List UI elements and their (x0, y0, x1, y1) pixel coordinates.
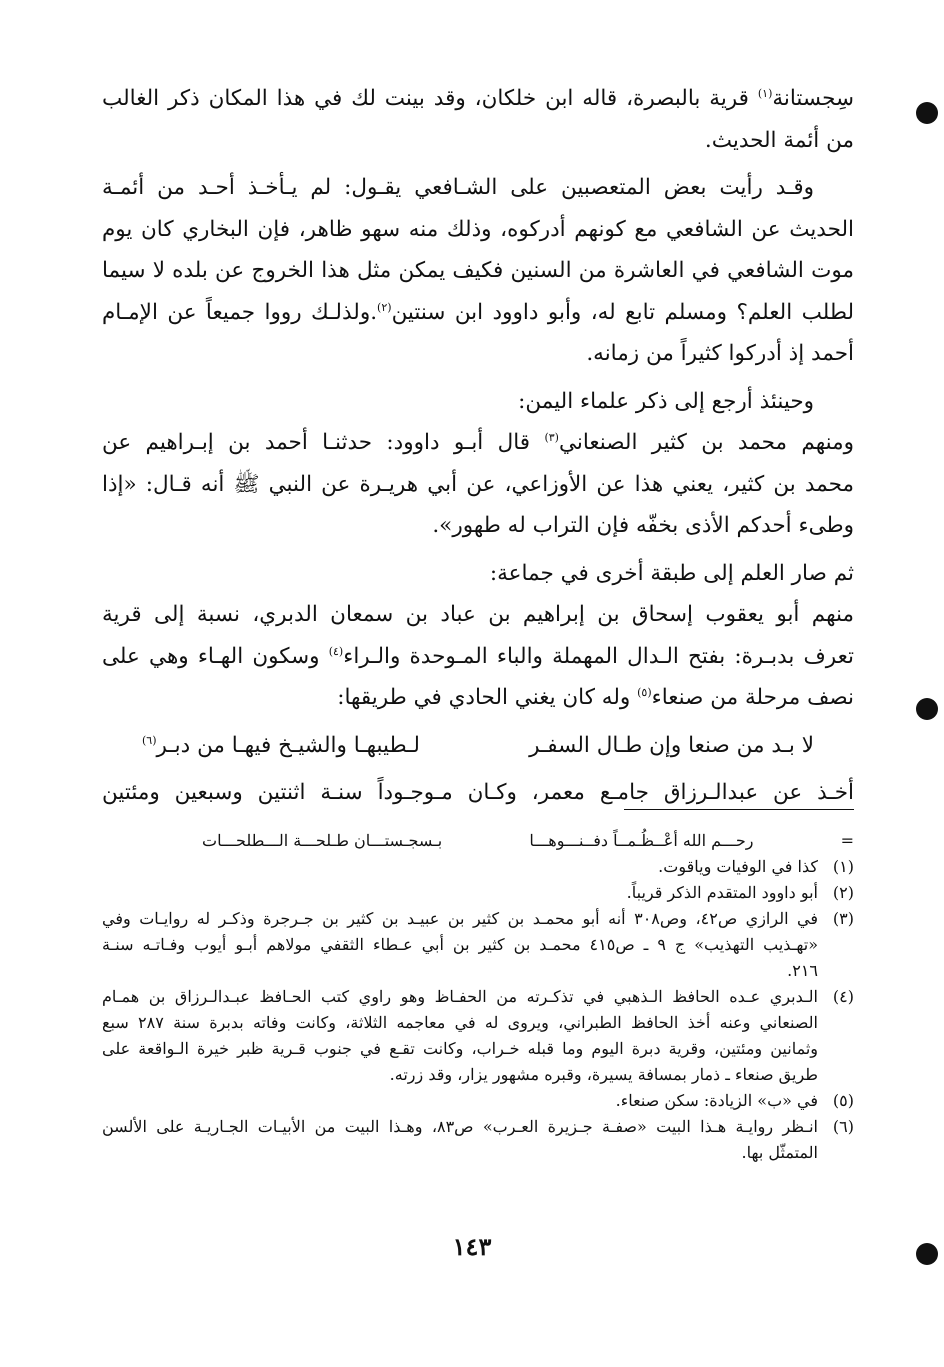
line-text: الحديث عن الشافعي مع كونهم أدركوه، وذلك منه سهو ظاهر، فإن البخاري كان يوم (102, 216, 854, 242)
footnote-text: كذا في الوفيات وياقوت. (658, 857, 818, 876)
main-line (102, 677, 854, 719)
footnote-text: وثمانين ومئتين، وقرية دبرة اليوم وما قبله خـراب، وكانت تقـع في جنوب قـرية ظبر خيرة الـواقعة على (102, 1039, 818, 1058)
line-text: منهم أبو يعقوب إسحاق بن إبراهيم بن عباد بن سمعان الدبري، نسبة إلى قرية (102, 602, 854, 627)
footnote-items (102, 854, 854, 1166)
footnote-ref: (٢) (377, 300, 392, 314)
main-line (102, 292, 854, 334)
footnote-number: (٤) (832, 987, 854, 1006)
footnote-separator (624, 809, 854, 810)
main-line (102, 381, 854, 423)
footnote-line (102, 932, 854, 958)
footnote-line (102, 1140, 854, 1166)
line-text: نصف مرحلة من صنعاء (651, 685, 854, 710)
line-text: لطلب العلم؟ ومسلم تابع له، وأبو داوود ابن سنتين (391, 299, 854, 325)
footnote-line (102, 1036, 854, 1062)
line-text: محمد بن كثير، يعني هذا عن الأوزاعي، عن أبي هريـرة عن النبي ﷺ أنه قـال: «إذا (102, 471, 854, 497)
main-line (102, 422, 854, 464)
footnote-text: ٢١٦. (787, 961, 818, 980)
line-text: وقـد رأيت بعض المتعصبين على الشـافعي يقـول: لم يـأخـذ أحـد من أئمـة (102, 175, 814, 200)
verse-first-hemistich: لا بـد من صنعا وإن طـال السفـر (529, 732, 814, 758)
main-line (102, 209, 854, 251)
line-text: موت الشافعي في العاشرة من السنين فكيف يمكن مثل هذا الخروج عن بلده لا سيما (102, 258, 854, 283)
footnotes (102, 828, 854, 1166)
footnote-text: في «ب» الزيادة: سكن صنعاء. (615, 1091, 818, 1110)
footnote-number: (١) (832, 857, 854, 876)
footnote-line (102, 1114, 854, 1140)
line-text: سِجستانة (772, 86, 854, 111)
footnote-line (102, 854, 854, 880)
poem-verse (102, 725, 854, 767)
main-text (102, 78, 854, 814)
footnote-text: انـظر روايـة هـذا البيت «صفـة جـزيرة العـرب» ص٨٣، وهـذا البيت من الأبيـات الجـاريـة على الألسن (102, 1117, 819, 1136)
main-line (102, 167, 854, 209)
footnote-line (102, 1010, 854, 1036)
main-line (102, 333, 854, 375)
main-line (102, 636, 854, 678)
line-text-after: قال أبـو داوود: حدثنـا أحمد بن إبـراهيم عن (102, 430, 545, 455)
main-line (102, 120, 854, 162)
footnote-ref-6: (٦) (142, 733, 157, 747)
line-text: تعرف بدبـرة: بفتح الـدال المهملة والباء المـوحدة والـراء (343, 643, 854, 669)
footnote-text: طريق صنعاء ـ ذمار بمسافة يسيرة، وقبره مشهور يزار، وقد زرته. (389, 1065, 818, 1084)
footnote-continuation (102, 828, 854, 854)
binding-hole-middle (916, 698, 938, 720)
line-text: وحينئذ أرجع إلى ذكر علماء اليمن: (518, 388, 814, 414)
main-line (102, 553, 854, 595)
footnote-ref: (٤) (328, 644, 344, 658)
binding-hole-bottom (916, 1243, 938, 1265)
page-number: ١٤٣ (452, 1232, 492, 1261)
footnote-ref: (٣) (544, 430, 559, 444)
line-text: وطىء أحدكم الأذى بخفّه فإن التراب له طهور». (432, 513, 854, 538)
footnote-number: (٦) (832, 1117, 854, 1136)
footnote-number: (٢) (832, 883, 854, 902)
line-text: ومنهم محمد بن كثير الصنعاني (558, 430, 854, 455)
footnote-line (102, 1088, 854, 1114)
line-text: أحمد إذ أدركوا كثيراً من زمانه. (586, 341, 854, 366)
continuation-marker: = (840, 831, 854, 850)
footnote-number: (٣) (832, 909, 854, 928)
main-line (102, 594, 854, 636)
footnote-text: المتمثّل بها. (741, 1143, 818, 1162)
footnote-text: في الرازي ص٤٢، وص٣٠٨ أنه أبو محمـد بن كثير بن عبيـد بن كثير بن جـرجرة وذكـر له روايـات وفي (102, 909, 819, 928)
footnote-line (102, 958, 854, 984)
main-line (102, 505, 854, 547)
line-text-after: قرية بالبصرة، قاله ابن خلكان، وقد بينت لك في هذا المكان ذكر الغالب (102, 86, 758, 111)
footnote-line (102, 906, 854, 932)
main-line-last: أخـذ عن عبدالـرزاق جامـع معمر، وكـان مـوجـوداً سنـة اثنتين وسبعين ومئتين (102, 780, 854, 805)
main-line (102, 250, 854, 292)
main-line (102, 78, 854, 120)
continuation-first: رحـــم الله أعْــظُـمــاً دفــنـــوهـــا (529, 831, 754, 850)
footnote-number: (٥) (832, 1091, 854, 1110)
line-text: من أئمة الحديث. (704, 127, 854, 153)
main-line (102, 464, 854, 506)
footnote-text: أبو داوود المتقدم الذكر قريباً. (626, 883, 818, 902)
line-text-after: وسكون الهـاء وهي على (102, 643, 329, 669)
footnote-text: الـدبري عـده الحافظ الـذهبي في تذكـرته من الحفـاظ وهو راوي كتب الحـافظ عبـدالـرزاق بن همـام (102, 987, 818, 1006)
footnote-ref: (٥) (637, 685, 652, 699)
footnote-line (102, 1062, 854, 1088)
line-text-after: .ولذلـك رووا جميعاً عن الإمـام (102, 299, 378, 325)
footnote-line (102, 984, 854, 1010)
line-text: ثم صار العلم إلى طبقة أخرى في جماعة: (489, 560, 854, 586)
footnote-text: «تهـذيب التهذيب» ج ٩ ـ ص٤١٥ محمـد بن كثير بن أبي عـطاء الثقفي مولاهم أبـو أيوب وفـاتـه سنـة (102, 935, 819, 954)
binding-hole-top (916, 102, 938, 124)
continuation-second: بـسجـستـــان طـلحـــة الـــطلحـــات (202, 831, 443, 850)
footnote-ref: (١) (757, 86, 773, 100)
footnote-line (102, 880, 854, 906)
line-text-after: وله كان يغني الحادي في طريقها: (337, 685, 638, 710)
footnote-text: الصنعاني وعنه أخذ الحافظ الطبراني، ويروى له في معاجمه الثلاثة، وكانت وفاته بدبرة سنة ٢٨٧ سبع (102, 1013, 819, 1032)
main-lines (102, 78, 854, 719)
verse-second-hemistich: لـطيبهـا والشيـخ فيهـا من دبـر$^{(٦)}$ (142, 732, 420, 758)
